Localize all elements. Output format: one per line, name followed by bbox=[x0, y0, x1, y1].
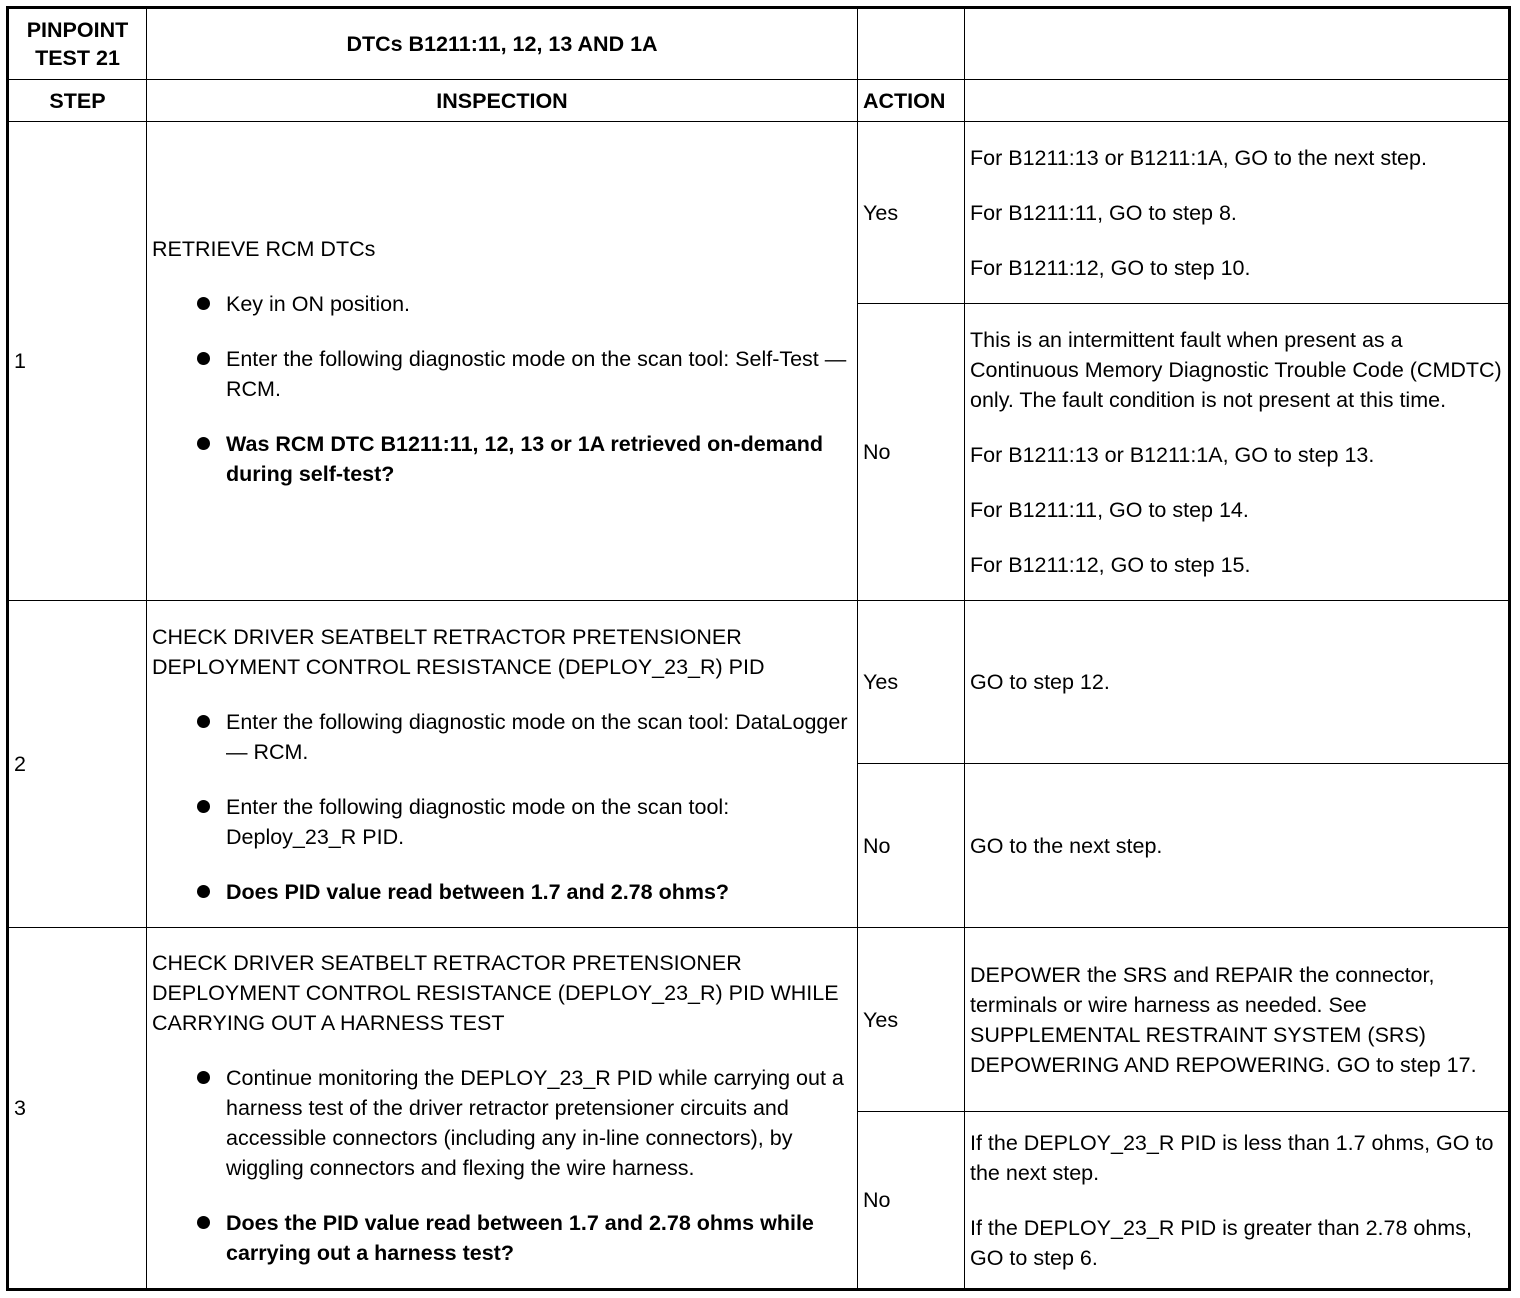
inspection-column-header: INSPECTION bbox=[147, 80, 858, 122]
step-number: 2 bbox=[8, 601, 147, 928]
yes-label: Yes bbox=[858, 601, 965, 764]
bullet-icon bbox=[197, 800, 210, 813]
result-column-header bbox=[965, 80, 1510, 122]
inspection-bullet: Enter the following diagnostic mode on the scan tool: Deploy_23_R PID. bbox=[152, 792, 852, 852]
no-result: If the DEPLOY_23_R PID is less than 1.7 ohms, GO to the next step. If the DEPLOY_23_R PID is greater than 2.78 ohms, GO to step 6. bbox=[965, 1112, 1510, 1290]
no-result: This is an intermittent fault when present as a Continuous Memory Diagnostic Trouble Code (CMDTC) only. The fault condition is not present at this time. For B1211:13 or B1211:1A, GO to step 13. For B1211:11, GO to step 14. For B1211:12, GO to step 15. bbox=[965, 304, 1510, 601]
inspection-title: CHECK DRIVER SEATBELT RETRACTOR PRETENSIONER DEPLOYMENT CONTROL RESISTANCE (DEPLOY_23_R) PID WHILE CARRYING OUT A HARNESS TEST bbox=[152, 951, 839, 1035]
bullet-icon bbox=[197, 885, 210, 898]
inspection-bullets bbox=[152, 1063, 852, 1268]
inspection-bullet: Key in ON position. bbox=[152, 289, 852, 319]
bullet-icon bbox=[197, 715, 210, 728]
bullet-icon bbox=[197, 437, 210, 450]
step-inspection bbox=[147, 928, 858, 1290]
yes-result: DEPOWER the SRS and REPAIR the connector, terminals or wire harness as needed. See SUPPLEMENTAL RESTRAINT SYSTEM (SRS) DEPOWERING AND REPOWERING. GO to step 17. bbox=[965, 928, 1510, 1112]
title-action-spacer bbox=[858, 8, 965, 80]
bullet-icon bbox=[197, 1071, 210, 1084]
step-3-yes-row bbox=[8, 928, 1510, 1112]
no-label: No bbox=[858, 304, 965, 601]
yes-label: Yes bbox=[858, 928, 965, 1112]
bullet-icon bbox=[197, 1216, 210, 1229]
inspection-question: Does the PID value read between 1.7 and 2.78 ohms while carrying out a harness test? bbox=[152, 1208, 852, 1268]
bullet-icon bbox=[197, 297, 210, 310]
inspection-bullet: Continue monitoring the DEPLOY_23_R PID while carrying out a harness test of the driver retractor pretensioner circuits and accessible connectors (including any in-line connectors), by wiggling connectors and flexing the wire harness. bbox=[152, 1063, 852, 1183]
title-row bbox=[8, 8, 1510, 80]
yes-result: GO to step 12. bbox=[965, 601, 1510, 764]
inspection-title: RETRIEVE RCM DTCs bbox=[152, 236, 376, 261]
inspection-question: Does PID value read between 1.7 and 2.78 ohms? bbox=[152, 877, 852, 907]
yes-label: Yes bbox=[858, 122, 965, 304]
step-number: 1 bbox=[8, 122, 147, 601]
step-number: 3 bbox=[8, 928, 147, 1290]
inspection-bullets bbox=[152, 707, 852, 907]
test-label: PINPOINT TEST 21 bbox=[8, 8, 147, 80]
no-result: GO to the next step. bbox=[965, 764, 1510, 928]
test-title: DTCs B1211:11, 12, 13 AND 1A bbox=[147, 8, 858, 80]
inspection-question: Was RCM DTC B1211:11, 12, 13 or 1A retrieved on-demand during self-test? bbox=[152, 429, 852, 489]
inspection-bullets bbox=[152, 289, 852, 489]
no-label: No bbox=[858, 764, 965, 928]
title-result-spacer bbox=[965, 8, 1510, 80]
action-column-header: ACTION bbox=[858, 80, 965, 122]
step-inspection bbox=[147, 122, 858, 601]
inspection-bullet: Enter the following diagnostic mode on the scan tool: DataLogger — RCM. bbox=[152, 707, 852, 767]
inspection-title: CHECK DRIVER SEATBELT RETRACTOR PRETENSIONER DEPLOYMENT CONTROL RESISTANCE (DEPLOY_23_R) PID bbox=[152, 624, 765, 679]
column-header-row bbox=[8, 80, 1510, 122]
step-2-yes-row bbox=[8, 601, 1510, 764]
no-label: No bbox=[858, 1112, 965, 1290]
yes-result: For B1211:13 or B1211:1A, GO to the next step. For B1211:11, GO to step 8. For B1211:12, GO to step 10. bbox=[965, 122, 1510, 304]
inspection-bullet: Enter the following diagnostic mode on the scan tool: Self-Test — RCM. bbox=[152, 344, 852, 404]
pinpoint-test-table bbox=[6, 6, 1511, 1291]
step-column-header: STEP bbox=[8, 80, 147, 122]
step-1-yes-row bbox=[8, 122, 1510, 304]
bullet-icon bbox=[197, 352, 210, 365]
step-inspection bbox=[147, 601, 858, 928]
